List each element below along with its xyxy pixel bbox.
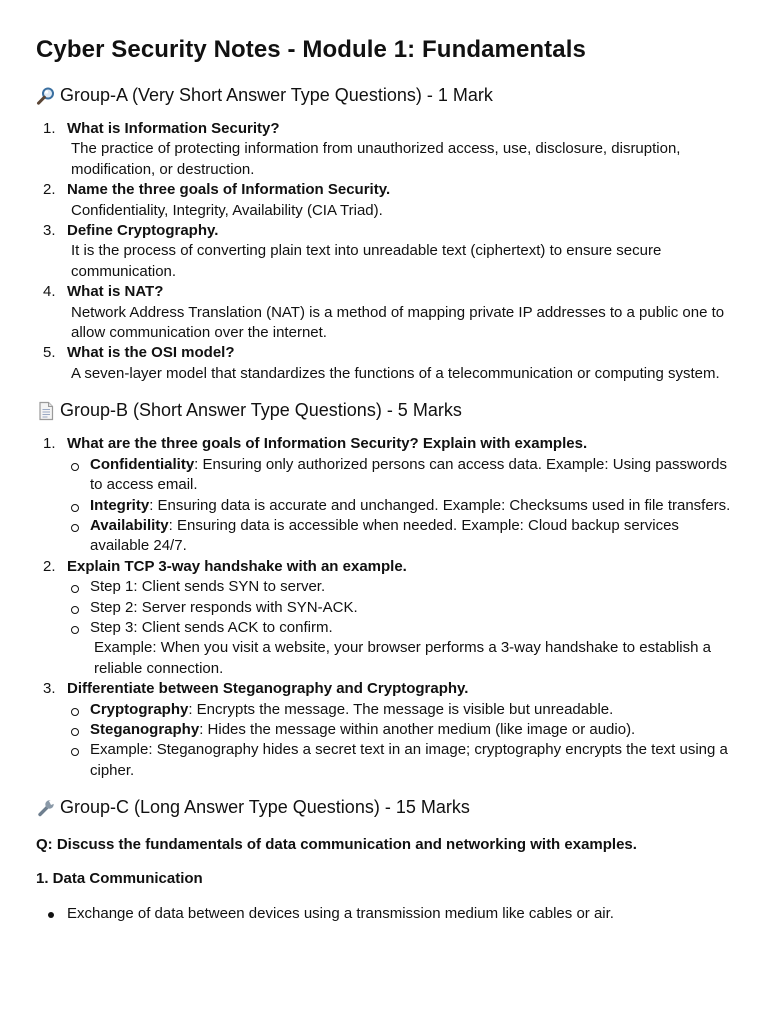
list-item [36, 679, 732, 781]
sub-item [67, 598, 732, 618]
question-text: What are the three goals of Information Security? Explain with examples. [67, 435, 588, 453]
answer-text: Confidentiality, Integrity, Availability (CIA Triad). [71, 201, 383, 219]
sub-text: : Ensuring data is accurate and unchanged. Example: Checksums used in file transfers. [149, 496, 731, 514]
sub-item [67, 618, 732, 679]
term: Availability [90, 516, 169, 534]
term: Cryptography [90, 700, 189, 718]
sub-text: : Ensuring only authorized persons can access data. Example: Using passwords to access email. [90, 455, 727, 494]
item-number: 2. [43, 557, 56, 575]
sub-text: Step 3: Client sends ACK to confirm. [90, 618, 333, 636]
list-item [36, 119, 732, 180]
sub-item [67, 740, 732, 781]
bullet-list [36, 904, 732, 924]
sub-text: Step 1: Client sends SYN to server. [90, 578, 326, 596]
term: Confidentiality [90, 455, 195, 473]
item-number: 5. [43, 344, 56, 362]
list-item [36, 282, 732, 343]
question-text: Name the three goals of Information Security. [67, 181, 391, 199]
sub-text: : Ensuring data is accessible when needed. Example: Cloud backup services available 24/7. [90, 516, 679, 555]
hollow-bullet-icon [71, 748, 79, 756]
sub-text: Example: Steganography hides a secret text in an image; cryptography encrypts the text using a cipher. [90, 741, 728, 779]
sub-item [67, 720, 732, 740]
bullet-icon [48, 912, 54, 918]
hollow-bullet-icon [71, 463, 79, 471]
answer-text: It is the process of converting plain text into unreadable text (ciphertext) to ensure secure communication. [71, 242, 662, 280]
sub-list [67, 455, 732, 557]
hollow-bullet-icon [71, 626, 79, 634]
sub-item [67, 700, 732, 720]
answer-text: The practice of protecting information from unauthorized access, use, disclosure, disruption, modification, or destruction. [71, 140, 681, 178]
sub-item [67, 496, 732, 516]
group-b-title: Group-B (Short Answer Type Questions) - 5 Marks [60, 400, 462, 421]
question-text: Define Cryptography. [67, 222, 219, 240]
question-text: What is the OSI model? [67, 344, 235, 362]
section-heading: 1. Data Communication [36, 870, 203, 888]
term: Integrity [90, 496, 150, 514]
question-text: Differentiate between Steganography and Cryptography. [67, 680, 469, 698]
group-c-heading [36, 795, 732, 819]
group-a-title: Group-A (Very Short Answer Type Questions) - 1 Mark [60, 85, 493, 105]
sub-item [67, 577, 732, 597]
list-item [36, 221, 732, 282]
answer-text: Network Address Translation (NAT) is a method of mapping private IP addresses to a public one to allow communication over the internet. [71, 303, 725, 342]
sub-list [67, 577, 732, 679]
list-item [36, 180, 732, 221]
list-item [36, 343, 732, 384]
group-b-heading [36, 398, 732, 422]
hollow-bullet-icon [71, 606, 79, 614]
hollow-bullet-icon [71, 524, 79, 532]
bullet-text: Exchange of data between devices using a transmission medium like cables or air. [67, 905, 614, 923]
group-c-title: Group-C (Long Answer Type Questions) - 15 Marks [60, 797, 470, 818]
hollow-bullet-icon [71, 504, 79, 512]
question-text: What is Information Security? [67, 120, 280, 137]
sub-list [67, 700, 732, 782]
example-text: Example: When you visit a website, your browser performs a 3-way handshake to establish a reliable connection. [94, 639, 711, 677]
sub-text: Step 2: Server responds with SYN-ACK. [90, 598, 358, 616]
list-item [36, 557, 732, 679]
sub-text: : Encrypts the message. The message is visible but unreadable. [188, 700, 614, 718]
term: Steganography [90, 720, 200, 738]
wrench-icon [36, 798, 58, 818]
group-a-list [36, 119, 732, 384]
group-b-list [36, 434, 732, 781]
item-number: 3. [43, 222, 56, 240]
group-a-heading [36, 83, 732, 107]
item-number: 1. [43, 120, 56, 137]
hollow-bullet-icon [71, 728, 79, 736]
magnifying-glass-icon [36, 86, 58, 106]
item-number: 1. [43, 435, 56, 453]
item-number: 4. [43, 283, 56, 301]
hollow-bullet-icon [71, 708, 79, 716]
hollow-bullet-icon [71, 585, 79, 593]
long-question: Q: Discuss the fundamentals of data communication and networking with examples. [36, 836, 637, 854]
list-item [36, 434, 732, 556]
sub-item [67, 516, 732, 557]
sub-item [67, 455, 732, 496]
list-item [36, 904, 732, 924]
sub-text: : Hides the message within another medium (like image or audio). [199, 720, 636, 738]
page-icon [36, 401, 58, 421]
page-title: Cyber Security Notes - Module 1: Fundamentals [36, 36, 586, 63]
question-text: Explain TCP 3-way handshake with an example. [67, 557, 407, 575]
item-number: 2. [43, 181, 56, 199]
item-number: 3. [43, 680, 56, 698]
question-text: What is NAT? [67, 283, 164, 301]
answer-text: A seven-layer model that standardizes the functions of a telecommunication or computing system. [71, 364, 720, 382]
